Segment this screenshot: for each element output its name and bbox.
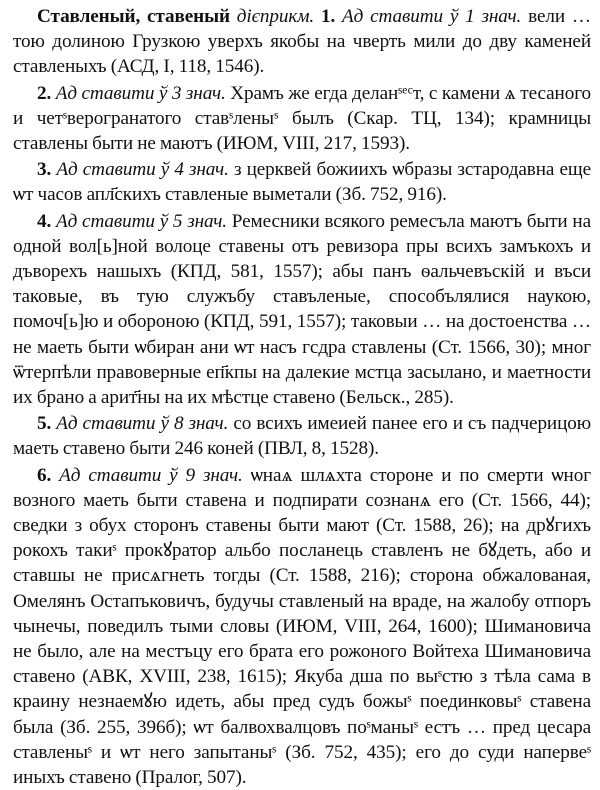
entry-part-of-speech: дієприкм. <box>236 6 315 27</box>
sense-number: 4. <box>37 210 52 232</box>
sense-number: 1. <box>320 6 336 27</box>
sense-label: Ад ставити ў 1 знач. <box>342 6 522 27</box>
sense-label: Ад ставити ў 5 знач. <box>56 210 227 232</box>
sense-text-part-a: Храмъ же егда деланˢ <box>230 82 403 104</box>
entry-sense-6 <box>13 463 591 790</box>
sense-number: 2. <box>37 82 52 104</box>
entry-sense-1 <box>13 4 591 80</box>
superscript-letters: s <box>273 107 279 122</box>
sense-number: 3. <box>37 159 52 181</box>
sense-label: Ад ставити ў 8 знач. <box>56 413 229 435</box>
entry-sense-3 <box>13 157 591 207</box>
entry-sense-2 <box>13 81 591 157</box>
sense-text: вели … тою долиною Грузкою уверхъ якобы на чверть мили до дву каменей ставленыхъ (АСД, I, 118, 1546). <box>13 6 591 78</box>
sense-number: 6. <box>37 464 52 486</box>
sense-text: ѡнаѧ шлѧхта стороне и по смерти ѡног возного маеть быти ставена и подпирати сознанѧ его (Ст. 1566, 44); сведки з обух сторонъ ставены быти мают (Ст. 1588, 26); на дрꙋгихъ рокохъ такиˢ прокꙋратор альбо посланець ставленъ не бꙋдеть, або и ставшы не присѧгнеть тогды (Ст. 1588, 216); сторона обжалованая, Омелянъ Остапъковичъ, будучы ставленый на враде, на жалобу отпоръ чынечы, поведилъ тыми словы (ИЮМ, VIII, 264, 1600); Шимановича не было, але на местъцу его брата его рожоного Войтеха Шимановича ставено (АВК, XVIII, 238, 1615); Якуба дша по выˢстю з тѣла сама в краину незнаемꙋю идеть, абы пред судъ божыˢ поединковыˢ ставена была (Зб. 255, 396б); ѡт балвохвалцовъ поˢманыˢ естъ … пред цесара ставленыˢ и ѡт него запытаныˢ (Зб. 752, 435); его до суди напервеˢ иныхъ ставено (Пралог, 507). <box>13 464 591 789</box>
entry-sense-4 <box>13 209 591 411</box>
sense-label: Ад ставити ў 3 знач. <box>55 82 226 104</box>
sense-text: з церквей божиихъ ѡбразы зстародавна еще ѡт часов апл҃скихъ ставленые выметали (Зб. 752, 916). <box>13 159 591 206</box>
superscript-letters: ес <box>402 82 413 97</box>
sense-text-part-c: былъ (Скар. ТЦ, 134); крамницы ставлены быти не маютъ (ИЮМ, VIII, 217, 1593). <box>13 107 591 155</box>
sense-label: Ад ставити ў 9 знач. <box>59 464 243 486</box>
sense-label: Ад ставити ў 4 знач. <box>56 159 229 181</box>
entry-sense-5 <box>13 411 591 461</box>
entry-headword: Ставленый, ставеный <box>37 6 230 27</box>
sense-text-part-b: т, с камени ѧ тесаного и четˢверогранатого ставˢлены <box>13 82 591 129</box>
sense-text: Ремесники всякого ремесъла маютъ быти на одной вол[ь]ной волоце ставены отъ ревизора пры всихъ замъкохъ и дъворехъ нашыхъ (КПД, 581, 1557); абы панъ ѳальчевъскій и въси таковые, въ тую служъбу ставъленые, способълялися наукою, помоч[ь]ю и обороною (КПД, 591, 1557); таковыи … на достоенства … не маеть быти ѡбиран ани ѡт насъ гсдра ставлены (Ст. 1566, 30); мног ѿтерпѣли правоверные еп҃кпы на далекие мстца засылано, и маетности их брано а арит҃ны на их мѣстце ставено (Бельск., 285). <box>13 210 591 409</box>
sense-number: 5. <box>37 413 52 435</box>
sense-text: со всихъ имеией панее его и съ падчерицою маеть ставено быти 246 коней (ПВЛ, 8, 1528). <box>13 413 591 460</box>
